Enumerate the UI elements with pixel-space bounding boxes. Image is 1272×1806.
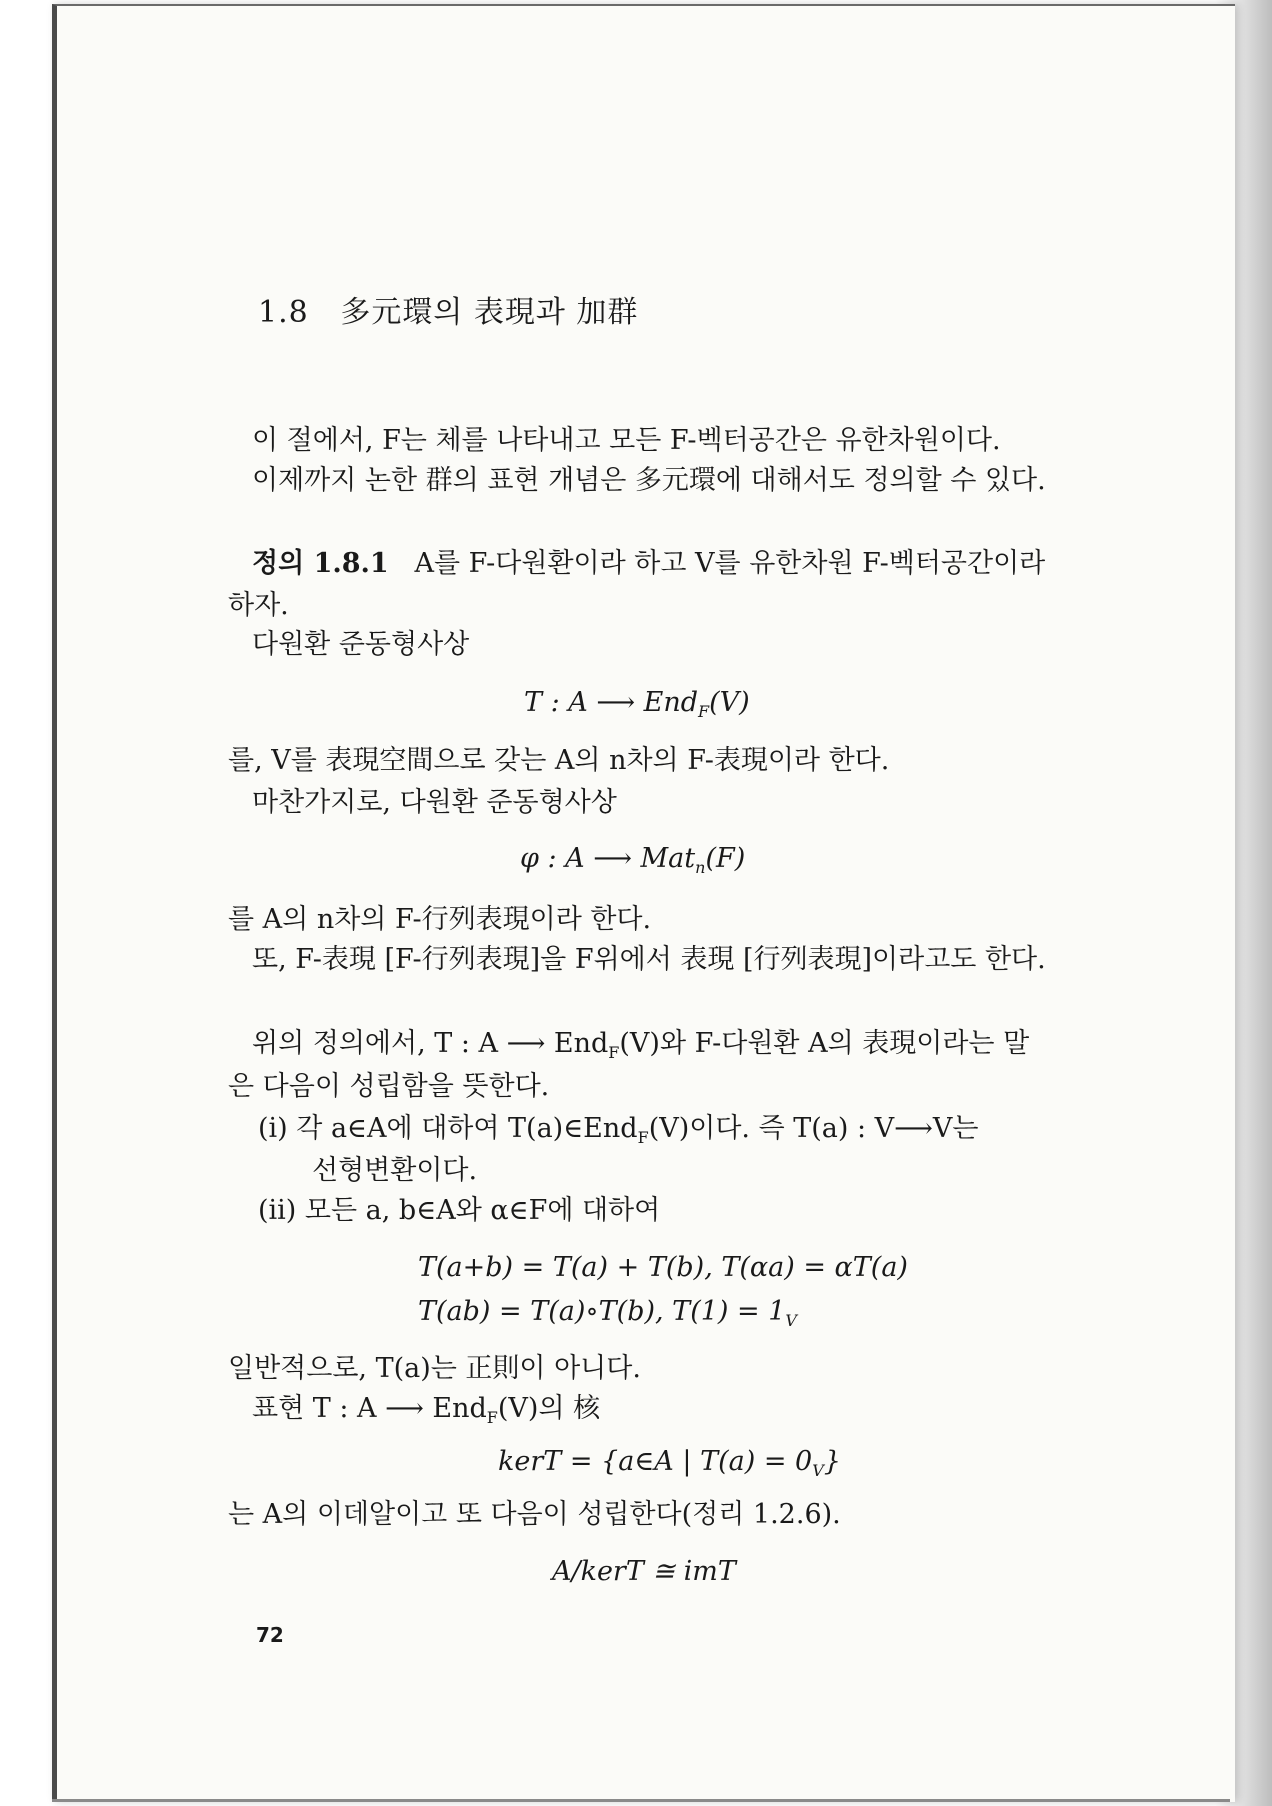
- text-part: (V)이다. 즉 T(a) : V⟶V는: [648, 1113, 979, 1144]
- equation-additive: T(a+b) = T(a) + T(b), T(αa) = αT(a): [418, 1252, 908, 1283]
- text-part: T(ab) = T(a)∘T(b), T(1) = 1: [418, 1296, 786, 1327]
- page-number: 72: [256, 1623, 284, 1647]
- kernel-equation: [498, 1445, 841, 1488]
- item-i-line-1: [258, 1112, 978, 1155]
- formula-main: φ : A ⟶ Mat: [520, 843, 696, 874]
- definition-line-1: [252, 547, 1045, 581]
- text-part: (V)의 核: [497, 1393, 601, 1424]
- formula-sub: n: [695, 858, 706, 877]
- formula-main: T : A ⟶ End: [524, 687, 699, 718]
- explanation-line-2: 은 다음이 성립함을 뜻한다.: [228, 1071, 550, 1102]
- definition-label: 정의 1.8.1: [252, 548, 389, 579]
- kernel-intro: [252, 1392, 600, 1435]
- section-heading: [258, 296, 638, 330]
- definition-line-2: 하자.: [228, 590, 289, 621]
- text-part: }: [823, 1446, 841, 1477]
- subscript: F: [608, 1043, 620, 1062]
- formula-representation: [524, 686, 750, 729]
- subscript: V: [785, 1311, 797, 1330]
- section-title: 多元環의 表現과 加群: [340, 295, 639, 330]
- ideal-statement: 는 A의 이데알이고 또 다음이 성립한다(정리 1.2.6).: [228, 1499, 841, 1530]
- definition-line-3: 다원환 준동형사상: [252, 629, 470, 660]
- formula-sub: F: [698, 702, 710, 721]
- text-part: 위의 정의에서, T : A ⟶ End: [252, 1028, 609, 1059]
- explanation-line-1: [252, 1027, 1029, 1070]
- intro-line-1: 이 절에서, F는 체를 나타내고 모든 F-벡터공간은 유한차원이다.: [252, 425, 1001, 456]
- definition-line-5: 마찬가지로, 다원환 준동형사상: [252, 787, 617, 818]
- text-part: (i) 각 a∈A에 대하여 T(a)∈End: [258, 1113, 638, 1144]
- section-number: 1.8: [258, 295, 309, 330]
- definition-line-6: 를 A의 n차의 F-行列表現이라 한다.: [228, 904, 652, 935]
- text-part: kerT = {a∈A | T(a) = 0: [498, 1446, 813, 1477]
- definition-line-4: 를, V를 表現空間으로 갖는 A의 n차의 F-表現이라 한다.: [228, 745, 890, 776]
- subscript: V: [812, 1461, 824, 1480]
- subscript: F: [637, 1128, 649, 1147]
- subscript: F: [486, 1408, 498, 1427]
- page-edge: [52, 1799, 1230, 1802]
- definition-line-7: 또, F-表現 [F-行列表現]을 F위에서 表現 [行列表現]이라고도 한다.: [252, 944, 1046, 975]
- formula-tail: (V): [709, 687, 750, 718]
- text-part: (V)와 F-다원환 A의 表現이라는 말: [619, 1028, 1030, 1059]
- item-i-line-2: 선형변환이다.: [312, 1155, 478, 1186]
- general-remark: 일반적으로, T(a)는 正則이 아니다.: [228, 1353, 641, 1384]
- equation-multiplicative: [418, 1295, 797, 1338]
- isomorphism-equation: A/kerT ≅ imT: [552, 1556, 736, 1587]
- formula-tail: (F): [705, 843, 746, 874]
- formula-matrix-representation: [520, 842, 745, 885]
- text-part: 표현 T : A ⟶ End: [252, 1393, 487, 1424]
- definition-text: A를 F-다원환이라 하고 V를 유한차원 F-벡터공간이라: [414, 548, 1046, 579]
- item-ii: (ii) 모든 a, b∈A와 α∈F에 대하여: [258, 1195, 661, 1226]
- intro-line-2: 이제까지 논한 群의 표현 개념은 多元環에 대해서도 정의할 수 있다.: [252, 465, 1046, 496]
